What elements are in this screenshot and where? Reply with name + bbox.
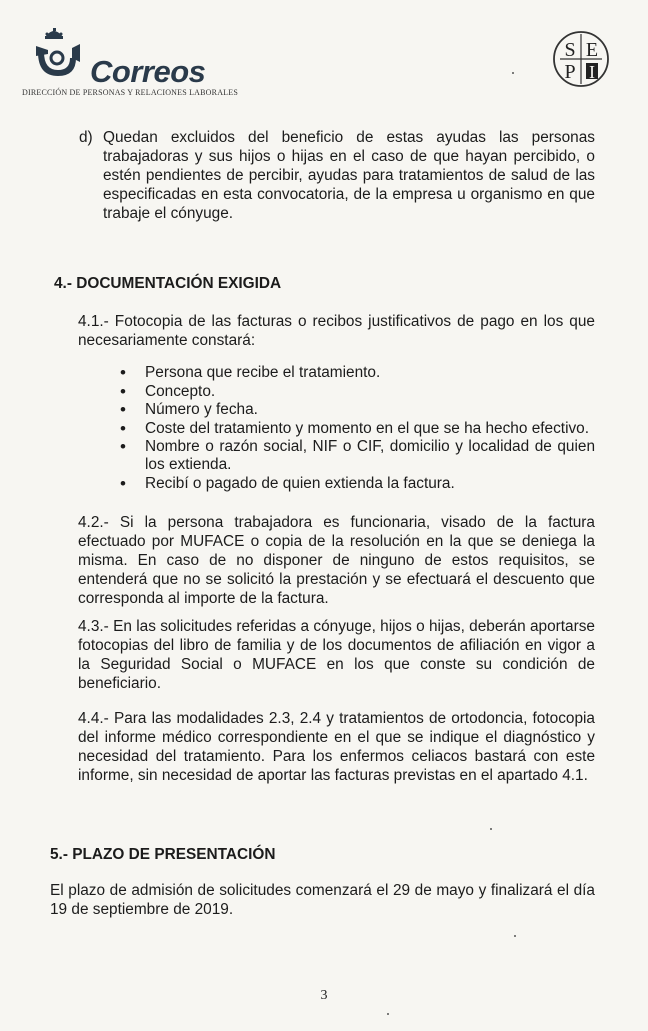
paragraph-4-4: 4.4.- Para las modalidades 2.3, 2.4 y tratamientos de ortodoncia, fotocopia del informe médico correspondiente en el que se indique el diagnóstico y necesidad del tratamiento. Para los enfermos celiacos bastará con este informe, sin necesidad de aportar las facturas previstas en el apartado 4.1. (78, 710, 595, 784)
list-item: • Número y fecha. (120, 401, 595, 419)
invoice-requirements-list (120, 364, 595, 493)
list-item: • Nombre o razón social, NIF o CIF, domicilio y localidad de quien los extienda. (120, 438, 595, 474)
item-d-text: Quedan excluidos del beneficio de estas ayudas las personas trabajadoras y sus hijos o hijas en el caso de que hayan percibido, o estén pendientes de percibir, ayudas para tratamientos de salud de las especificadas en esta convocatoria, de la empresa u organismo en que trabaje el cónyuge. (103, 129, 595, 222)
department-name: DIRECCIÓN DE PERSONAS Y RELACIONES LABORALES (22, 88, 238, 97)
scan-speck (490, 828, 492, 830)
scan-speck (512, 72, 514, 74)
section-5-text: El plazo de admisión de solicitudes comenzará el 29 de mayo y finalizará el día 19 de septiembre de 2019. (50, 882, 595, 918)
list-item: • Persona que recibe el tratamiento. (120, 364, 595, 382)
scan-speck (514, 935, 516, 937)
correos-crown-horn-icon (34, 26, 90, 86)
brand-name: Correos (90, 54, 206, 89)
svg-text:E: E (585, 39, 599, 61)
section-4-title: 4.- DOCUMENTACIÓN EXIGIDA (54, 275, 282, 292)
sepi-logo (552, 28, 610, 90)
svg-text:P: P (564, 61, 576, 83)
page-number: 3 (320, 988, 328, 1003)
scan-speck (387, 1013, 389, 1015)
paragraph-4-1: 4.1.- Fotocopia de las facturas o recibos justificativos de pago en los que necesariamente constará: (78, 313, 595, 349)
section-5-title: 5.- PLAZO DE PRESENTACIÓN (50, 846, 276, 863)
list-item: • Recibí o pagado de quien extienda la factura. (120, 475, 595, 493)
svg-text:I: I (589, 62, 595, 82)
paragraph-4-3: 4.3.- En las solicitudes referidas a cónyuge, hijos o hijas, deberán aportarse fotocopias del libro de familia y de los documentos de afiliación en vigor a la Seguridad Social o MUFACE en los que conste su condición de beneficiario. (78, 618, 595, 692)
list-item: • Coste del tratamiento y momento en el que se ha hecho efectivo. (120, 420, 595, 438)
list-item: • Concepto. (120, 383, 595, 401)
paragraph-4-2: 4.2.- Si la persona trabajadora es funcionaria, visado de la factura efectuado por MUFACE o copia de la resolución en la que se deniega la misma. En caso de no disponer de ninguno de estos requisitos, se entenderá que no se solicitó la prestación y se efectuará el descuento que corresponda al importe de la factura. (78, 514, 595, 607)
item-d-label: d) (79, 129, 93, 146)
svg-text:S: S (564, 39, 576, 61)
